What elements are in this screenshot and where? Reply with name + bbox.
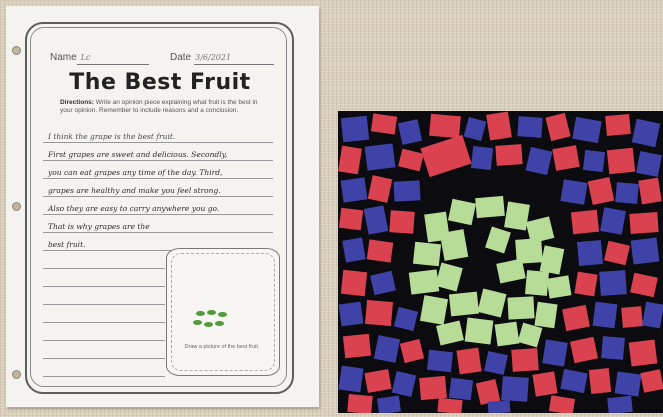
green-tile bbox=[465, 318, 494, 345]
blue-tile bbox=[488, 400, 511, 413]
red-tile bbox=[486, 111, 512, 140]
directions-text: Write an opinion piece explaining what fruit is the best in your opinion. Remember to include reasons and a conclusion. bbox=[60, 99, 258, 114]
red-tile bbox=[368, 175, 393, 203]
green-tile bbox=[440, 229, 468, 261]
blue-tile bbox=[464, 117, 487, 141]
blue-tile bbox=[374, 335, 400, 363]
date-label: Date bbox=[170, 52, 192, 63]
blue-tile bbox=[601, 336, 625, 360]
date-field bbox=[170, 52, 231, 63]
punch-hole bbox=[12, 202, 21, 211]
blue-tile bbox=[636, 151, 662, 177]
red-tile bbox=[629, 212, 658, 234]
red-tile bbox=[419, 376, 447, 400]
writing-line bbox=[43, 160, 273, 161]
blue-tile bbox=[339, 302, 364, 327]
blue-tile bbox=[501, 376, 529, 402]
red-tile bbox=[562, 305, 590, 331]
punch-hole bbox=[12, 370, 21, 379]
blue-tile bbox=[342, 237, 366, 262]
name-underline bbox=[77, 64, 149, 65]
handwriting-line: best fruit. bbox=[48, 240, 86, 249]
green-tile bbox=[547, 275, 572, 298]
writing-line bbox=[43, 376, 165, 377]
name-field bbox=[50, 52, 90, 63]
red-tile bbox=[429, 114, 461, 139]
red-tile bbox=[607, 148, 635, 175]
blue-tile bbox=[577, 240, 603, 266]
green-tile bbox=[448, 199, 476, 226]
red-tile bbox=[630, 273, 658, 298]
red-tile bbox=[398, 149, 424, 172]
date-underline bbox=[194, 64, 274, 65]
writing-line bbox=[43, 142, 273, 143]
red-tile bbox=[365, 300, 393, 326]
green-tile bbox=[540, 245, 565, 274]
green-tile bbox=[534, 302, 557, 329]
blue-tile bbox=[583, 150, 605, 172]
red-tile bbox=[552, 145, 579, 171]
paper-mosaic-artwork bbox=[338, 111, 663, 413]
blue-tile bbox=[484, 351, 508, 375]
green-tile bbox=[485, 226, 511, 253]
red-tile bbox=[437, 398, 462, 413]
writing-line bbox=[43, 358, 165, 359]
red-tile bbox=[589, 368, 611, 394]
red-tile bbox=[495, 144, 522, 166]
green-tile bbox=[449, 292, 479, 317]
green-tile bbox=[413, 242, 441, 267]
blue-tile bbox=[526, 147, 553, 175]
writing-line bbox=[43, 286, 165, 287]
picture-caption: Draw a picture of the best fruit. bbox=[184, 344, 260, 350]
red-tile bbox=[549, 395, 575, 413]
red-tile bbox=[389, 210, 414, 234]
red-tile bbox=[588, 177, 615, 205]
red-tile bbox=[347, 394, 372, 413]
blue-tile bbox=[593, 302, 618, 329]
green-tile bbox=[496, 259, 526, 284]
writing-line bbox=[43, 304, 165, 305]
red-tile bbox=[570, 337, 598, 364]
name-value: Lc bbox=[80, 53, 91, 62]
grape-icon bbox=[215, 321, 224, 326]
handwriting-line: That is why grapes are the bbox=[48, 222, 150, 231]
blue-tile bbox=[542, 339, 567, 366]
directions-label: Directions: bbox=[60, 99, 94, 106]
green-tile bbox=[420, 295, 448, 325]
red-tile bbox=[605, 114, 631, 136]
writing-line bbox=[43, 322, 165, 323]
blue-tile bbox=[365, 143, 396, 170]
green-tile bbox=[518, 323, 543, 348]
grape-icon bbox=[193, 320, 202, 325]
blue-tile bbox=[572, 117, 601, 143]
red-tile bbox=[367, 239, 394, 262]
red-tile bbox=[638, 178, 662, 205]
green-tile bbox=[436, 321, 464, 346]
red-tile bbox=[343, 334, 371, 359]
green-tile bbox=[507, 296, 534, 319]
handwriting-line: First grapes are sweet and delicious. Secondly, bbox=[48, 150, 228, 159]
blue-tile bbox=[600, 207, 626, 234]
green-tile bbox=[525, 270, 549, 296]
blue-tile bbox=[393, 180, 420, 201]
grape-icon bbox=[218, 312, 227, 317]
blue-tile bbox=[394, 307, 418, 331]
red-tile bbox=[341, 270, 367, 296]
green-tile bbox=[435, 263, 462, 292]
green-tile bbox=[477, 288, 506, 317]
name-label: Name bbox=[50, 52, 77, 63]
blue-tile bbox=[370, 271, 396, 295]
blue-tile bbox=[398, 119, 422, 145]
grape-icon bbox=[207, 310, 216, 315]
green-tile bbox=[495, 322, 520, 347]
red-tile bbox=[574, 272, 597, 297]
blue-tile bbox=[615, 182, 639, 204]
blue-tile bbox=[427, 350, 453, 372]
blue-tile bbox=[517, 116, 542, 138]
handwriting-line: Also they are easy to carry anywhere you go. bbox=[48, 204, 220, 213]
writing-line bbox=[43, 340, 165, 341]
directions bbox=[60, 99, 260, 115]
punch-hole bbox=[12, 46, 21, 55]
red-tile bbox=[339, 208, 363, 231]
red-tile bbox=[511, 348, 538, 372]
red-tile bbox=[400, 339, 424, 363]
blue-tile bbox=[377, 396, 401, 413]
handwriting-line: I think the grape is the best fruit. bbox=[48, 132, 176, 141]
red-tile bbox=[338, 146, 362, 175]
grape-icon bbox=[196, 311, 205, 316]
blue-tile bbox=[338, 366, 363, 393]
red-tile bbox=[420, 135, 471, 177]
grape-icon bbox=[204, 322, 213, 327]
writing-line bbox=[43, 268, 165, 269]
blue-tile bbox=[364, 205, 389, 234]
red-tile bbox=[621, 306, 643, 328]
writing-line bbox=[43, 178, 273, 179]
writing-line bbox=[43, 214, 273, 215]
red-tile bbox=[545, 113, 570, 141]
green-tile bbox=[409, 269, 439, 294]
writing-line bbox=[43, 232, 273, 233]
blue-tile bbox=[471, 146, 493, 170]
blue-tile bbox=[599, 270, 627, 296]
red-tile bbox=[640, 369, 663, 392]
blue-tile bbox=[341, 116, 369, 143]
blue-tile bbox=[560, 369, 587, 393]
blue-tile bbox=[642, 302, 663, 329]
handwriting-line: grapes are healthy and make you feel strong. bbox=[48, 186, 221, 195]
red-tile bbox=[604, 241, 630, 265]
writing-line bbox=[43, 196, 273, 197]
blue-tile bbox=[615, 371, 642, 396]
red-tile bbox=[371, 113, 397, 134]
blue-tile bbox=[632, 119, 660, 147]
worksheet-title: The Best Fruit bbox=[69, 70, 251, 95]
red-tile bbox=[532, 371, 557, 396]
handwriting-line: you can eat grapes any time of the day. Third, bbox=[48, 168, 223, 177]
red-tile bbox=[629, 340, 658, 367]
red-tile bbox=[456, 348, 481, 375]
blue-tile bbox=[631, 238, 660, 265]
date-value: 3/6/2021 bbox=[195, 53, 232, 62]
blue-tile bbox=[607, 396, 633, 413]
blue-tile bbox=[341, 177, 368, 202]
red-tile bbox=[571, 210, 599, 235]
blue-tile bbox=[560, 179, 587, 204]
blue-tile bbox=[392, 371, 416, 397]
blue-tile bbox=[449, 378, 473, 401]
green-tile bbox=[475, 196, 505, 218]
red-tile bbox=[364, 369, 391, 393]
